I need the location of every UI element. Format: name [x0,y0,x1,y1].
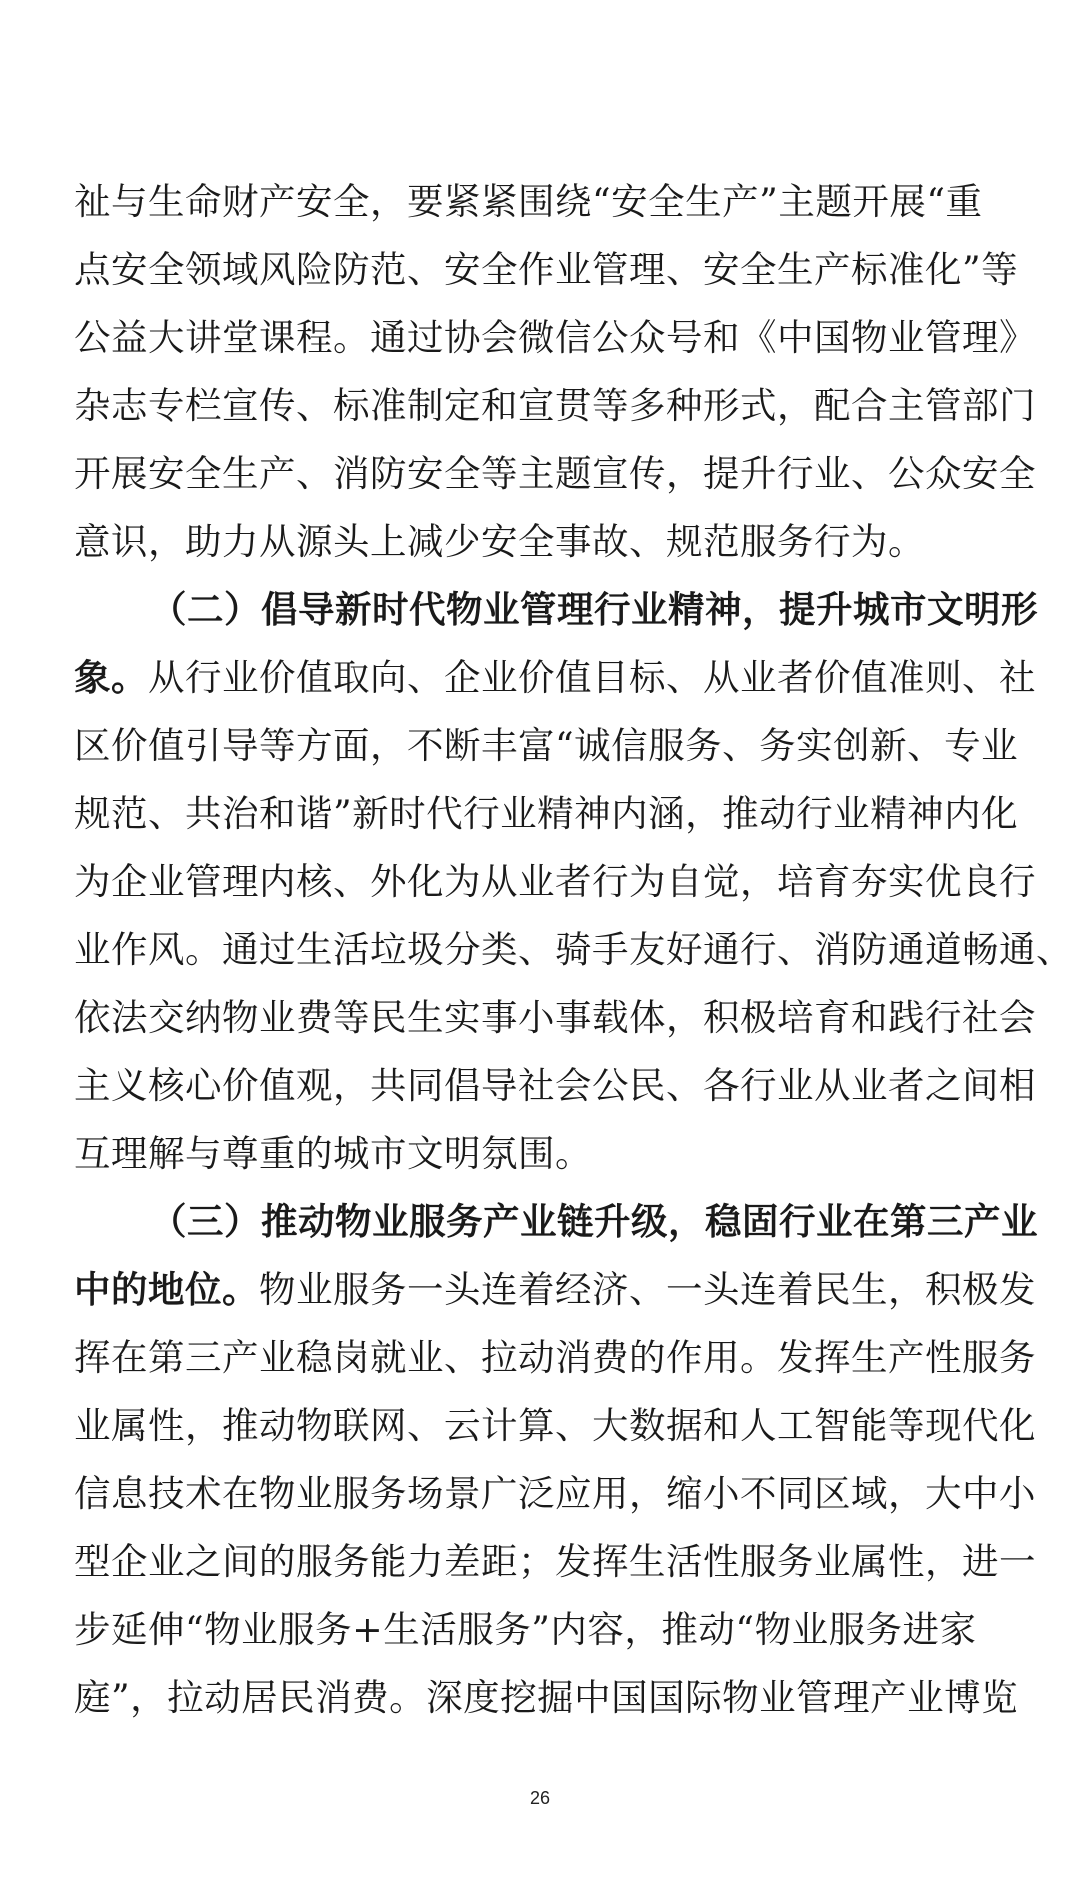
text-line: 信息技术在物业服务场景广泛应用，缩小不同区域，大中小 [74,1472,1036,1515]
section-heading: （三）推动物业服务产业链升级，稳固行业在第三产业 [150,1200,1038,1243]
text-line [74,1256,1036,1324]
text-run: 从行业价值取向、企业价值目标、从业者价值准则、社 [148,656,1036,699]
text-line: 点安全领域风险防范、安全作业管理、安全生产标准化”等 [74,248,1019,291]
text-line: 型企业之间的服务能力差距；发挥生活性服务业属性，进一 [74,1540,1036,1583]
text-line: 为企业管理内核、外化为从业者行为自觉，培育夯实优良行 [74,860,1036,903]
section-heading-end: 象。 [74,656,148,699]
text-line: 规范、共治和谐”新时代行业精神内涵，推动行业精神内化 [74,792,1019,835]
text-line: 公益大讲堂课程。通过协会微信公众号和《中国物业管理》 [74,316,1036,359]
text-line: 区价值引导等方面，不断丰富“诚信服务、务实创新、专业 [74,724,1019,767]
page-number: 26 [529,1788,551,1808]
text-line: 主义核心价值观，共同倡导社会公民、各行业从业者之间相 [74,1064,1036,1107]
text-line: 业属性，推动物联网、云计算、大数据和人工智能等现代化 [74,1404,1036,1447]
text-line: 互理解与尊重的城市文明氛围。 [74,1132,592,1175]
text-line: 步延伸“物业服务+生活服务”内容，推动“物业服务进家 [74,1608,977,1651]
text-line [74,644,1036,712]
text-line: 祉与生命财产安全，要紧紧围绕“安全生产”主题开展“重 [74,180,983,223]
text-line: 庭”，拉动居民消费。深度挖掘中国国际物业管理产业博览 [74,1676,1019,1719]
section-heading: （二）倡导新时代物业管理行业精神，提升城市文明形 [150,588,1038,631]
text-line: 杂志专栏宣传、标准制定和宣贯等多种形式，配合主管部门 [74,384,1036,427]
text-run: 物业服务一头连着经济、一头连着民生，积极发 [259,1268,1036,1311]
text-line: 挥在第三产业稳岗就业、拉动消费的作用。发挥生产性服务 [74,1336,1036,1379]
section-heading-end: 中的地位。 [74,1268,259,1311]
text-line: 依法交纳物业费等民生实事小事载体，积极培育和践行社会 [74,996,1036,1039]
text-line: 业作风。通过生活垃圾分类、骑手友好通行、消防通道畅通、 [74,928,1073,971]
text-line: 开展安全生产、消防安全等主题宣传，提升行业、公众安全 [74,452,1036,495]
text-line: 意识，助力从源头上减少安全事故、规范服务行为。 [74,520,925,563]
